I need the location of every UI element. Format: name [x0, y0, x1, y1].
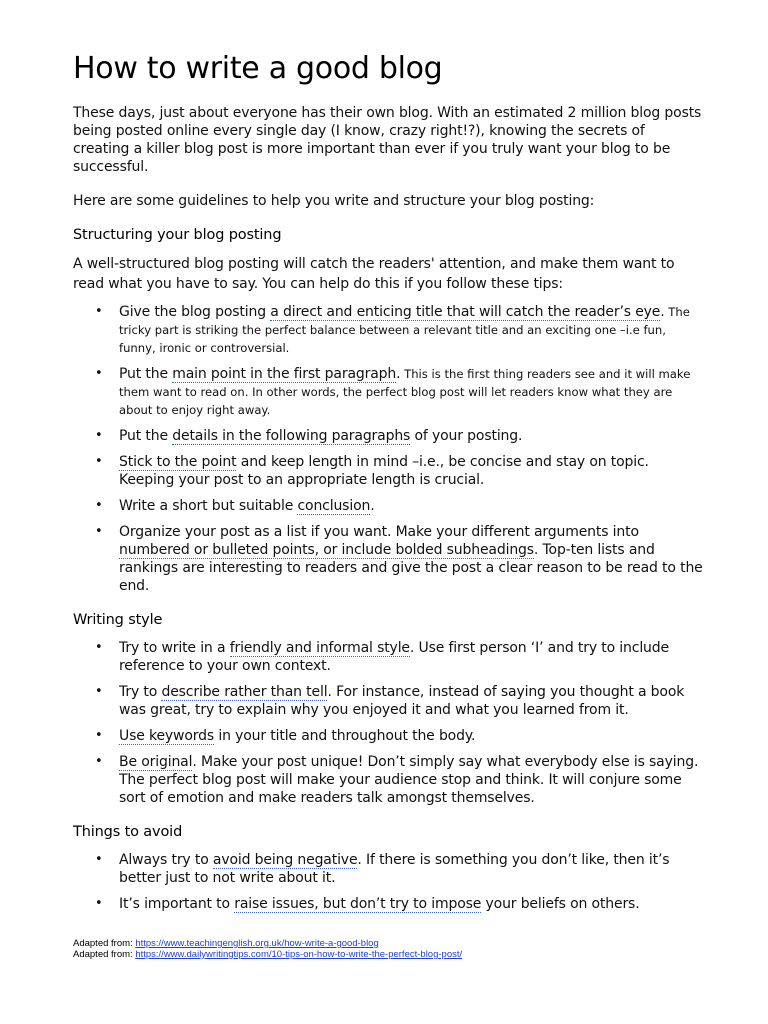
structuring-list [73, 303, 703, 595]
bullet-icon: • [95, 304, 103, 319]
list-item-text: in your title and throughout the body. [214, 728, 476, 744]
bullet-icon: • [95, 852, 103, 867]
list-item [73, 303, 703, 357]
bullet-icon: • [95, 524, 103, 539]
list-item-text: . Make your post unique! Don’t simply say what everybody else is saying. The perfect blog post will make your audience stop and think. It will conjure some sort of emotion and make readers talk amongst themselves. [119, 754, 699, 806]
list-item-text: Write a short but suitable [119, 498, 298, 514]
section-heading-writing-style: Writing style [73, 612, 163, 628]
list-item-text: Put the [119, 428, 173, 444]
list-item-highlight: Stick to the point [119, 454, 237, 470]
list-item-highlight: friendly and informal style [229, 640, 410, 656]
bullet-icon: • [95, 896, 103, 911]
bullet-icon: • [95, 498, 103, 513]
list-item-text: . For instance, instead of saying you thought a book was great, try to explain why you enjoyed it and what you learned from it. [119, 684, 685, 718]
list-item [73, 523, 703, 595]
list-item-text: . [660, 304, 665, 320]
list-item [73, 639, 703, 675]
list-item [73, 453, 703, 489]
list-item-highlight: avoid being negative [212, 852, 358, 868]
list-item [73, 727, 703, 745]
things-to-avoid-list [73, 851, 703, 913]
list-item [73, 895, 703, 913]
bullet-icon: • [95, 454, 103, 469]
bullet-icon: • [95, 366, 103, 381]
list-item-text: . Use first person ‘I’ and try to include reference to your own context. [119, 640, 669, 674]
writing-style-list [73, 639, 703, 807]
list-item-text: Put the [119, 366, 173, 382]
intro-paragraph: These days, just about everyone has their own blog. With an estimated 2 million blog posts being posted online every single day (I know, crazy right!?), knowing the secrets of creating a killer blog post is more important than ever if you truly want your blog to be successful. [73, 105, 702, 175]
list-item [73, 497, 703, 515]
list-item-highlight: main point in the first paragraph [172, 366, 397, 382]
list-item-text: Try to [119, 684, 162, 700]
list-item-text: Always try to [119, 852, 213, 868]
list-item-text: Give the blog posting [119, 304, 271, 320]
list-item [73, 427, 703, 445]
source-1-prefix: Adapted from: [73, 938, 136, 949]
bullet-icon: • [95, 640, 103, 655]
list-item-highlight: Be original [119, 754, 193, 770]
list-item-text: your beliefs on others. [481, 896, 640, 912]
list-item-highlight: describe rather than tell [161, 684, 328, 700]
list-item-note: The tricky part is striking the perfect balance between a relevant title and an exciting one –i.e fun, funny, ironic or controversial. [119, 305, 690, 355]
list-item [73, 365, 703, 419]
guidelines-lead: Here are some guidelines to help you write and structure your blog posting: [73, 193, 595, 209]
structuring-lead: A well-structured blog posting will catch the readers' attention, and make them want to read what you have to say. You can help do this if you follow these tips: [73, 256, 675, 292]
source-footer [73, 938, 462, 960]
list-item-text: . Top-ten lists and rankings are interesting to readers and give the post a clear reason to be read to the end. [119, 542, 703, 594]
list-item-text: . If there is something you don’t like, then it’s better just to not write about it. [119, 852, 670, 886]
document-page [73, 48, 703, 921]
source-2-link[interactable]: https://www.dailywritingtips.com/10-tips-on-how-to-write-the-perfect-blog-post/ [135, 949, 463, 960]
section-heading-structuring: Structuring your blog posting [73, 227, 282, 243]
list-item-highlight: numbered or bulleted points, or include bolded subheadings [119, 542, 534, 558]
list-item-note: This is the first thing readers see and it will make them want to read on. In other words, the perfect blog post will let readers know what they are about to enjoy right away. [119, 367, 691, 417]
list-item [73, 683, 703, 719]
list-item-text: and keep length in mind –i.e., be concise and stay on topic. Keeping your post to an appropriate length is crucial. [119, 454, 649, 488]
list-item [73, 753, 703, 807]
bullet-icon: • [95, 728, 103, 743]
list-item-highlight: a direct and enticing title that will catch the reader’s eye [270, 304, 661, 320]
source-2-prefix: Adapted from: [73, 949, 136, 960]
list-item-text: Try to write in a [119, 640, 230, 656]
source-line-1 [73, 938, 462, 949]
bullet-icon: • [95, 428, 103, 443]
list-item-text: of your posting. [410, 428, 523, 444]
bullet-icon: • [95, 754, 103, 769]
list-item-highlight: Use keywords [119, 728, 215, 744]
list-item-text: Organize your post as a list if you want. Make your different arguments into [119, 524, 639, 540]
list-item-text: It’s important to [119, 896, 235, 912]
list-item-highlight: details in the following paragraphs [172, 428, 411, 444]
list-item [73, 851, 703, 887]
source-1-link[interactable]: https://www.teachingenglish.org.uk/how-write-a-good-blog [135, 938, 379, 949]
list-item-text: . [396, 366, 401, 382]
page-title: How to write a good blog [73, 51, 443, 86]
list-item-text: . [370, 498, 375, 514]
bullet-icon: • [95, 684, 103, 699]
source-line-2 [73, 949, 462, 960]
list-item-highlight: raise issues, but don’t try to impose [234, 896, 482, 912]
list-item-highlight: conclusion [297, 498, 371, 514]
section-heading-things-to-avoid: Things to avoid [73, 824, 183, 840]
